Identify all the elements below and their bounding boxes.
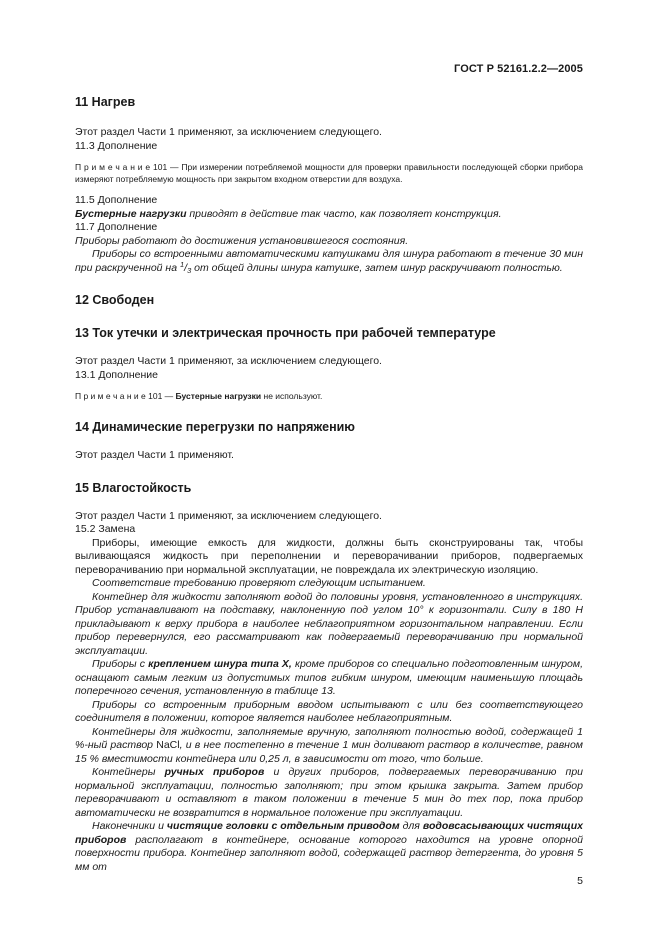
section-11-intro: Этот раздел Части 1 применяют, за исключением следующего. [75, 126, 382, 138]
nacl-formula: NaCl [156, 739, 180, 751]
clause-15-2-compliance: Соответствие требованию проверяют следующим испытанием. [92, 577, 426, 589]
fraction-slash: / [184, 261, 188, 274]
note-13-1 [75, 390, 583, 402]
note-suffix: не используют. [261, 391, 323, 401]
clause-11-5-text [75, 208, 583, 222]
term-booster-loads: Бустерные нагрузки [175, 391, 262, 401]
clause-11-5: 11.5 Дополнение [75, 194, 158, 206]
nozzles-text-c: располагают в контейнере, основание которого находится на уровне опорной поверхности прибора. Контейнер заполняют водой, содержащей раствор детергента, до уровня 5 мм от [75, 833, 583, 873]
section-14-intro: Этот раздел Части 1 применяют. [75, 449, 234, 461]
clause-15-2-nozzles [75, 820, 583, 874]
note-11-3 [75, 161, 583, 185]
manual-fill-text-b: , и в нее постепенно в течение 1 мин доливают раствор в количестве, равном 15 % вместимости контейнера или 0,25 л, в зависимости от того, что больше. [75, 739, 583, 765]
term-water-suction-cleaners: водовсасывающих чистящих приборов [75, 820, 583, 846]
fraction-numerator: 1 [179, 259, 185, 269]
clause-15-2-manual-fill [75, 726, 583, 767]
nozzles-text-a: Наконечники и [92, 820, 167, 832]
clause-15-2-requirement: Приборы, имеющие емкость для жидкости, должны быть сконструированы так, чтобы выливающаяся жидкость при переполнении и переворачивании приборов, подвергаемых переворачиванию при нормальной эксплуатации, не повреждала их электрическую изоляцию. [75, 536, 583, 576]
cord-reel-text-b: от общей длины шнура катушке, затем шнур раскручивают полностью. [191, 261, 563, 274]
term-hand-held-appliances: ручных приборов [164, 766, 265, 778]
section-12-title: 12 Свободен [75, 293, 155, 307]
page-content [75, 94, 583, 874]
section-15-title: 15 Влагостойкость [75, 480, 192, 495]
clause-11-7: 11.7 Дополнение [75, 221, 158, 233]
section-13-intro: Этот раздел Части 1 применяют, за исключением следующего. [75, 355, 382, 367]
clause-15-2-cord-type-x [75, 658, 583, 699]
clause-15-2-appliance-inlet: Приборы со встроенным приборным вводом испытывают с или без соответствующего соединителя в положении, которое является наиболее неблагоприятным. [75, 698, 583, 724]
note-label: П р и м е ч а н и е [75, 162, 151, 172]
note-label: П р и м е ч а н и е [75, 391, 146, 401]
clause-13-1: 13.1 Дополнение [75, 368, 158, 381]
hand-held-text-b: и других приборов, подвергаемых переворачиванию при нормальной эксплуатации, полностью заполняют; при этом крышка закрыта. Затем прибор переворачивают и оставляют в таком положении в течение 5 мин до тех пор, пока прибор автоматически не возвратится в нормальное положение при эксплуатации. [75, 766, 583, 819]
term-powered-brushes: чистящие головки с отдельным приводом [166, 820, 400, 832]
section-14-title: 14 Динамические перегрузки по напряжению [75, 420, 355, 434]
section-11-title: 11 Нагрев [75, 95, 136, 109]
nozzles-text-b: для [399, 820, 423, 832]
hand-held-text-a: Контейнеры [92, 766, 165, 778]
clause-11-7-text: Приборы работают до достижения установившегося состояния. [75, 234, 409, 247]
clause-15-2: 15.2 Замена [75, 523, 136, 535]
cord-text-a: Приборы с [92, 658, 149, 670]
note-text: 101 — При измерении потребляемой мощности для проверки правильности последующей сборки прибора измеряют потребляемую мощность при закрытом входном отверстии для воздуха. [75, 162, 583, 184]
section-13-title: 13 Ток утечки и электрическая прочность при рабочей температуре [75, 326, 496, 340]
term-type-x-attachment: креплением шнура типа X, [148, 658, 292, 670]
note-prefix: 101 — [145, 391, 176, 401]
clause-11-5-rest: приводят в действие так часто, как позволяет конструкция. [186, 207, 502, 220]
cord-reel-text-a: Приборы со встроенными автоматическими катушками для шнура работают в течение 30 мин при раскрученной на [75, 248, 583, 274]
clause-15-2-container-test: Контейнер для жидкости заполняют водой до половины уровня, установленного в инструкциях. Прибор устанавливают на подставку, наклоненную под углом 10° к горизонтали. Силу в 180 Н прикладывают к верху прибора в наиболее неблагоприятном горизонтальном направлении. Если прибор перевернулся, его рассматривают как подвергаемый переворачиванию при нормальной эксплуатации. [75, 590, 583, 657]
page-number: 5 [577, 875, 583, 887]
cord-text-b: кроме приборов со специально подготовленным шнуром, оснащают самым легким из допустимых типов гибким шнуром, имеющим наименьшую площадь поперечного сечения, установленную в таблице 13. [75, 658, 583, 697]
clause-11-7-cord-reel [75, 248, 583, 275]
fraction-denominator: 3 [187, 265, 192, 275]
document-code: ГОСТ Р 52161.2.2—2005 [454, 63, 583, 75]
section-15-intro: Этот раздел Части 1 применяют, за исключением следующего. [75, 509, 382, 522]
term-booster-loads: Бустерные нагрузки [75, 207, 187, 220]
manual-fill-text-a: Контейнеры для жидкости, заполняемые вручную, заполняют полностью водой, содержащей 1 %-ный раствор [75, 725, 583, 751]
clause-11-3: 11.3 Дополнение [75, 139, 158, 152]
clause-15-2-hand-held [75, 766, 583, 820]
